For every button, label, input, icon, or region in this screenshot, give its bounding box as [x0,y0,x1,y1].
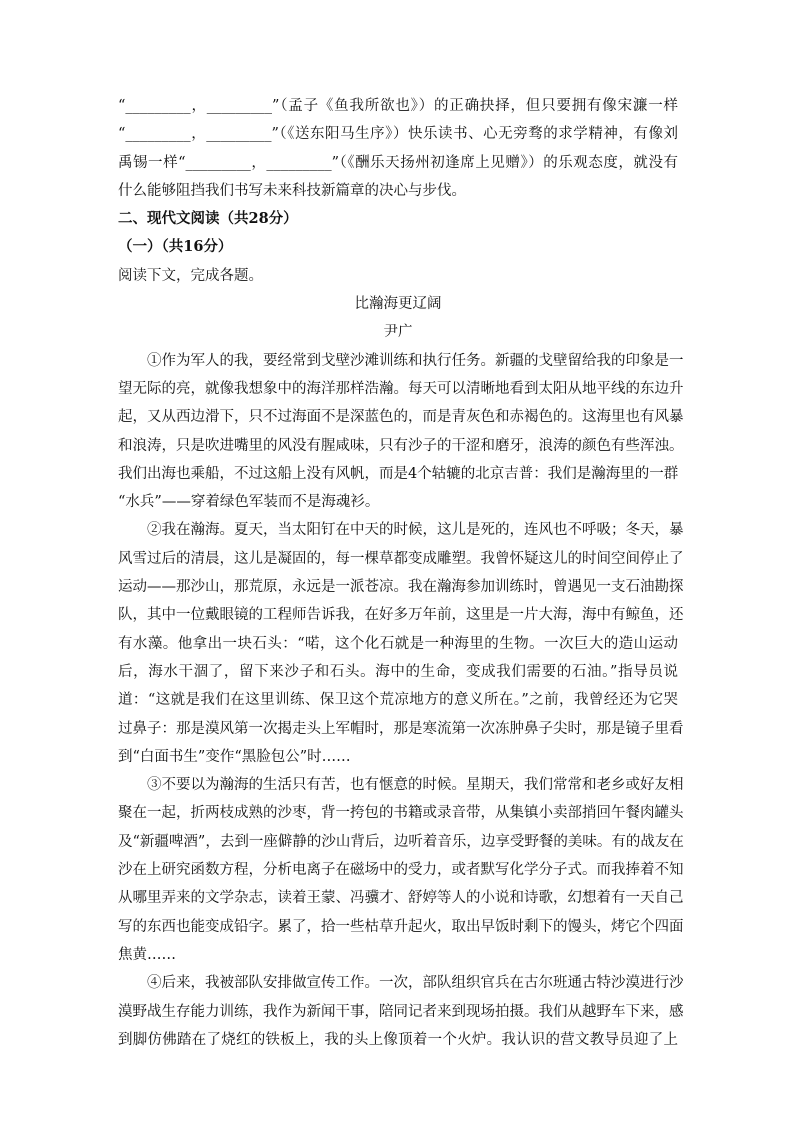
paragraph-2 [118,516,684,771]
paragraph-1 [118,347,684,517]
paragraph-line: 我们出海也乘船，不过这船上没有风帆，而是4个轱辘的北京吉普：我们是瀚海里的一群 [118,465,679,482]
paragraph-line: 过鼻子：那是漠风第一次揭走头上军帽时，那是寒流第一次冻肿鼻子尖时，那是镜子里看 [118,720,684,737]
paragraph-line: 漠野战生存能力训练，我作为新闻干事，陪同记者来到现场拍摄。我们从越野车下来，感 [118,1003,684,1020]
paragraph-line: ③不要以为瀚海的生活只有苦，也有惬意的时候。星期天，我们常常和老乡或好友相 [147,777,684,794]
subsection-heading: （一）（共16分） [118,238,233,256]
paragraph-line: 到脚仿佛踏在了烧红的铁板上，我的头上像顶着一个火炉。我认识的营文教导员迎了上 [118,1031,678,1048]
paragraph-line: 道：“这就是我们在这里训练、保卫这个荒凉地方的意义所在。”之前，我曾经还为它哭 [118,692,678,709]
paragraph-line: 焦黄…… [118,946,176,963]
article-body [118,347,684,1054]
paragraph-line: ②我在瀚海。夏天，当太阳钉在中天的时候，这儿是死的，连风也不呼吸；冬天，暴 [147,522,684,539]
paragraph-line: 风雪过后的清晨，这儿是凝固的，每一棵草都变成雕塑。我曾怀疑这儿的时间空间停止了 [118,550,684,567]
paragraph-line: 和浪涛，只是吹进嘴里的风没有腥咸味，只有沙子的干涩和磨牙，浪涛的颜色有些浑浊。 [118,437,684,454]
paragraph-4 [118,969,684,1054]
paragraph-line: 后，海水干涸了，留下来沙子和石头。海中的生命，变成我们需要的石油。”指导员说 [118,663,678,680]
section-heading: 二、现代文阅读（共28分） [118,210,298,228]
paragraph-3 [118,771,684,969]
document-page [118,92,684,1054]
paragraph-line: ④后来，我被部队安排做宣传工作。一次，部队组织官兵在古尔班通古特沙漠进行沙 [147,975,684,992]
article-title: 比瀚海更辽阔 [354,296,442,313]
paragraph-line: 运动——那沙山，那荒原，永远是一派苍凉。我在瀚海参加训练时，曾遇见一支石油勘探 [118,579,684,596]
paragraph-line: “水兵”——穿着绿色军装而不是海魂衫。 [118,494,380,511]
paragraph-line: 望无际的亮，就像我想象中的海洋那样浩瀚。每天可以清晰地看到太阳从地平线的东边升 [118,380,684,397]
article-author: 尹广 [383,324,413,341]
intro-passage [118,92,678,205]
instruction: 阅读下文，完成各题。 [118,267,263,284]
paragraph-line: 有水藻。他拿出一块石头：“喏，这个化石就是一种海里的生物。一次巨大的造山运动 [118,635,678,652]
intro-line: “_________，_________”（《送东阳马生序》）快乐读书、心无旁骛的求学精神，有像刘 [118,126,678,143]
paragraph-line: 及“新疆啤酒”，去到一座僻静的沙山背后，边听着音乐，边享受野餐的美味。有的战友在 [118,833,684,850]
paragraph-line: 写的东西也能变成铅字。累了，拾一些枯草升起火，取出早饭时剩下的馒头，烤它个四面 [118,918,684,935]
paragraph-line: 沙在上研究函数方程，分析电离子在磁场中的受力，或者默写化学分子式。而我捧着不知 [118,862,684,879]
paragraph-line: 聚在一起，折两枝成熟的沙枣，背一挎包的书籍或录音带，从集镇小卖部捎回午餐肉罐头 [118,805,684,822]
intro-line: 什么能够阻挡我们书写未来科技新篇章的决心与步伐。 [118,182,466,199]
paragraph-line: 队，其中一位戴眼镜的工程师告诉我，在好多万年前，这里是一片大海，海中有鲸鱼，还 [118,607,684,624]
paragraph-line: ①作为军人的我，要经常到戈壁沙滩训练和执行任务。新疆的戈壁留给我的印象是一 [147,352,684,369]
paragraph-line: 从哪里弄来的文学杂志，读着王蒙、冯骥才、舒婷等人的小说和诗歌，幻想着有一天自己 [118,890,684,907]
intro-line: “_________，_________”（孟子《鱼我所欲也》）的正确抉择，但只要拥有像宋濂一样 [118,98,678,114]
paragraph-line: 到“白面书生”变作“黑脸包公”时…… [118,748,351,765]
intro-line: 禹锡一样“_________，_________”（《酬乐天扬州初逢席上见赠》）的乐观态度，就没有 [118,154,678,171]
paragraph-line: 起，又从西边滑下，只不过海面不是深蓝色的，而是青灰色和赤褐色的。这海里也有风暴 [118,409,684,426]
